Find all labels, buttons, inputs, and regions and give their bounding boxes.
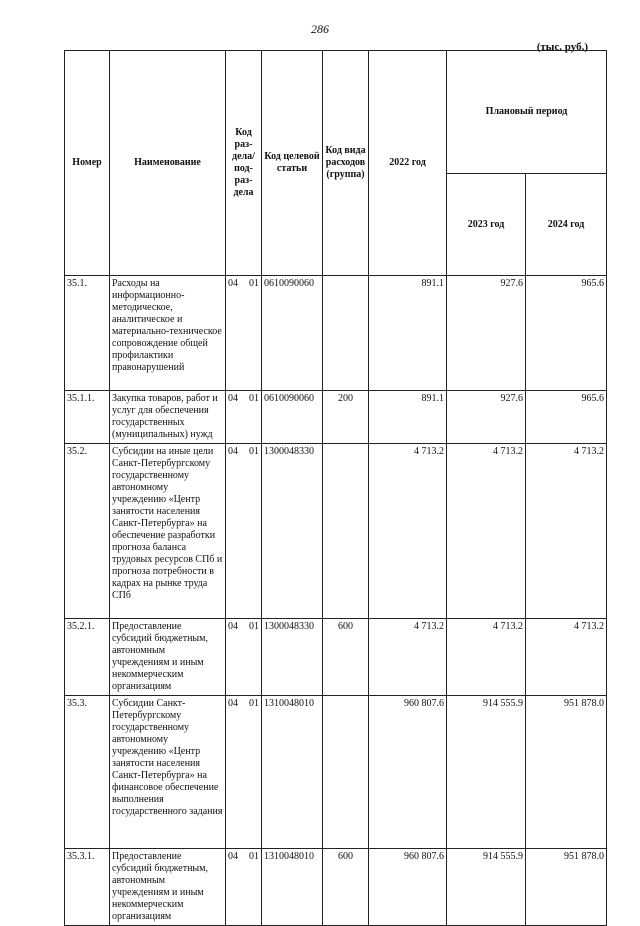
row-amount-2023: 914 555.9 — [447, 696, 526, 849]
row-expense-type — [323, 276, 369, 391]
row-amount-2022: 960 807.6 — [369, 696, 447, 849]
row-amount-2023: 4 713.2 — [447, 619, 526, 696]
row-amount-2023: 914 555.9 — [447, 849, 526, 926]
row-name: Предоставление субсидий бюджетным, автономным учреждениям и иным некоммерческим организациям — [110, 849, 226, 926]
row-amount-2023: 927.6 — [447, 391, 526, 444]
header-planning-period: Плановый период — [447, 51, 607, 174]
row-section — [226, 849, 262, 926]
row-amount-2024: 4 713.2 — [526, 619, 607, 696]
section-code: 04 — [228, 393, 238, 404]
row-name: Закупка товаров, работ и услуг для обеспечения государственных (муниципальных) нужд — [110, 391, 226, 444]
row-number: 35.1. — [65, 276, 110, 391]
subsection-code: 01 — [249, 278, 259, 289]
row-name: Предоставление субсидий бюджетным, автономным учреждениям и иным некоммерческим организациям — [110, 619, 226, 696]
row-target-code: 0610090060 — [262, 391, 323, 444]
row-number: 35.2.1. — [65, 619, 110, 696]
row-amount-2024: 965.6 — [526, 391, 607, 444]
row-expense-type — [323, 696, 369, 849]
table-row — [65, 619, 607, 696]
section-code: 04 — [228, 851, 238, 862]
row-target-code: 1300048330 — [262, 444, 323, 619]
row-target-code: 1310048010 — [262, 849, 323, 926]
row-amount-2022: 891.1 — [369, 276, 447, 391]
subsection-code: 01 — [249, 851, 259, 862]
row-number: 35.3. — [65, 696, 110, 849]
row-section — [226, 619, 262, 696]
section-code: 04 — [228, 698, 238, 709]
row-name: Субсидии Санкт-Петербургскому государственному автономному учреждению «Центр занятости населения Санкт-Петербурга» на финансовое обеспечение выполнения государственного задания — [110, 696, 226, 849]
row-amount-2024: 951 878.0 — [526, 849, 607, 926]
row-section — [226, 391, 262, 444]
header-expense-type: Код вида расходов (группа) — [323, 51, 369, 276]
row-amount-2022: 960 807.6 — [369, 849, 447, 926]
header-year-2022: 2022 год — [369, 51, 447, 276]
row-section — [226, 444, 262, 619]
header-year-2024: 2024 год — [526, 174, 607, 276]
units-label: (тыс. руб.) — [536, 41, 588, 53]
row-amount-2024: 965.6 — [526, 276, 607, 391]
row-amount-2022: 4 713.2 — [369, 444, 447, 619]
row-amount-2022: 891.1 — [369, 391, 447, 444]
section-code: 04 — [228, 446, 238, 457]
row-section — [226, 276, 262, 391]
row-amount-2023: 927.6 — [447, 276, 526, 391]
table-row — [65, 444, 607, 619]
row-amount-2022: 4 713.2 — [369, 619, 447, 696]
table-row — [65, 696, 607, 849]
subsection-code: 01 — [249, 621, 259, 632]
row-target-code: 1300048330 — [262, 619, 323, 696]
row-number: 35.2. — [65, 444, 110, 619]
row-expense-type: 600 — [323, 849, 369, 926]
header-number: Номер — [65, 51, 110, 276]
subsection-code: 01 — [249, 698, 259, 709]
page-number: 286 — [311, 22, 329, 36]
row-target-code: 1310048010 — [262, 696, 323, 849]
row-number: 35.3.1. — [65, 849, 110, 926]
table-row — [65, 849, 607, 926]
row-name: Расходы на информационно-методическое, аналитическое и материально-техническое сопровождение общей профилактики правонарушений — [110, 276, 226, 391]
row-section — [226, 696, 262, 849]
row-expense-type: 600 — [323, 619, 369, 696]
header-name: Наименование — [110, 51, 226, 276]
section-code: 04 — [228, 621, 238, 632]
section-code: 04 — [228, 278, 238, 289]
row-expense-type: 200 — [323, 391, 369, 444]
header-section-code: Код раз-дела/ под-раз-дела — [226, 51, 262, 276]
row-number: 35.1.1. — [65, 391, 110, 444]
header-target-code: Код целевой статьи — [262, 51, 323, 276]
subsection-code: 01 — [249, 393, 259, 404]
row-expense-type — [323, 444, 369, 619]
row-name: Субсидии на иные цели Санкт-Петербургскому государственному автономному учреждению «Центр занятости населения Санкт-Петербурга» на обеспечение разработки прогноза баланса трудовых ресурсов СПб и прогноза потребности в кадрах на рынке труда СПб — [110, 444, 226, 619]
row-amount-2024: 951 878.0 — [526, 696, 607, 849]
row-target-code: 0610090060 — [262, 276, 323, 391]
subsection-code: 01 — [249, 446, 259, 457]
row-amount-2024: 4 713.2 — [526, 444, 607, 619]
table-row — [65, 276, 607, 391]
row-amount-2023: 4 713.2 — [447, 444, 526, 619]
budget-table — [64, 50, 607, 926]
table-row — [65, 391, 607, 444]
header-year-2023: 2023 год — [447, 174, 526, 276]
